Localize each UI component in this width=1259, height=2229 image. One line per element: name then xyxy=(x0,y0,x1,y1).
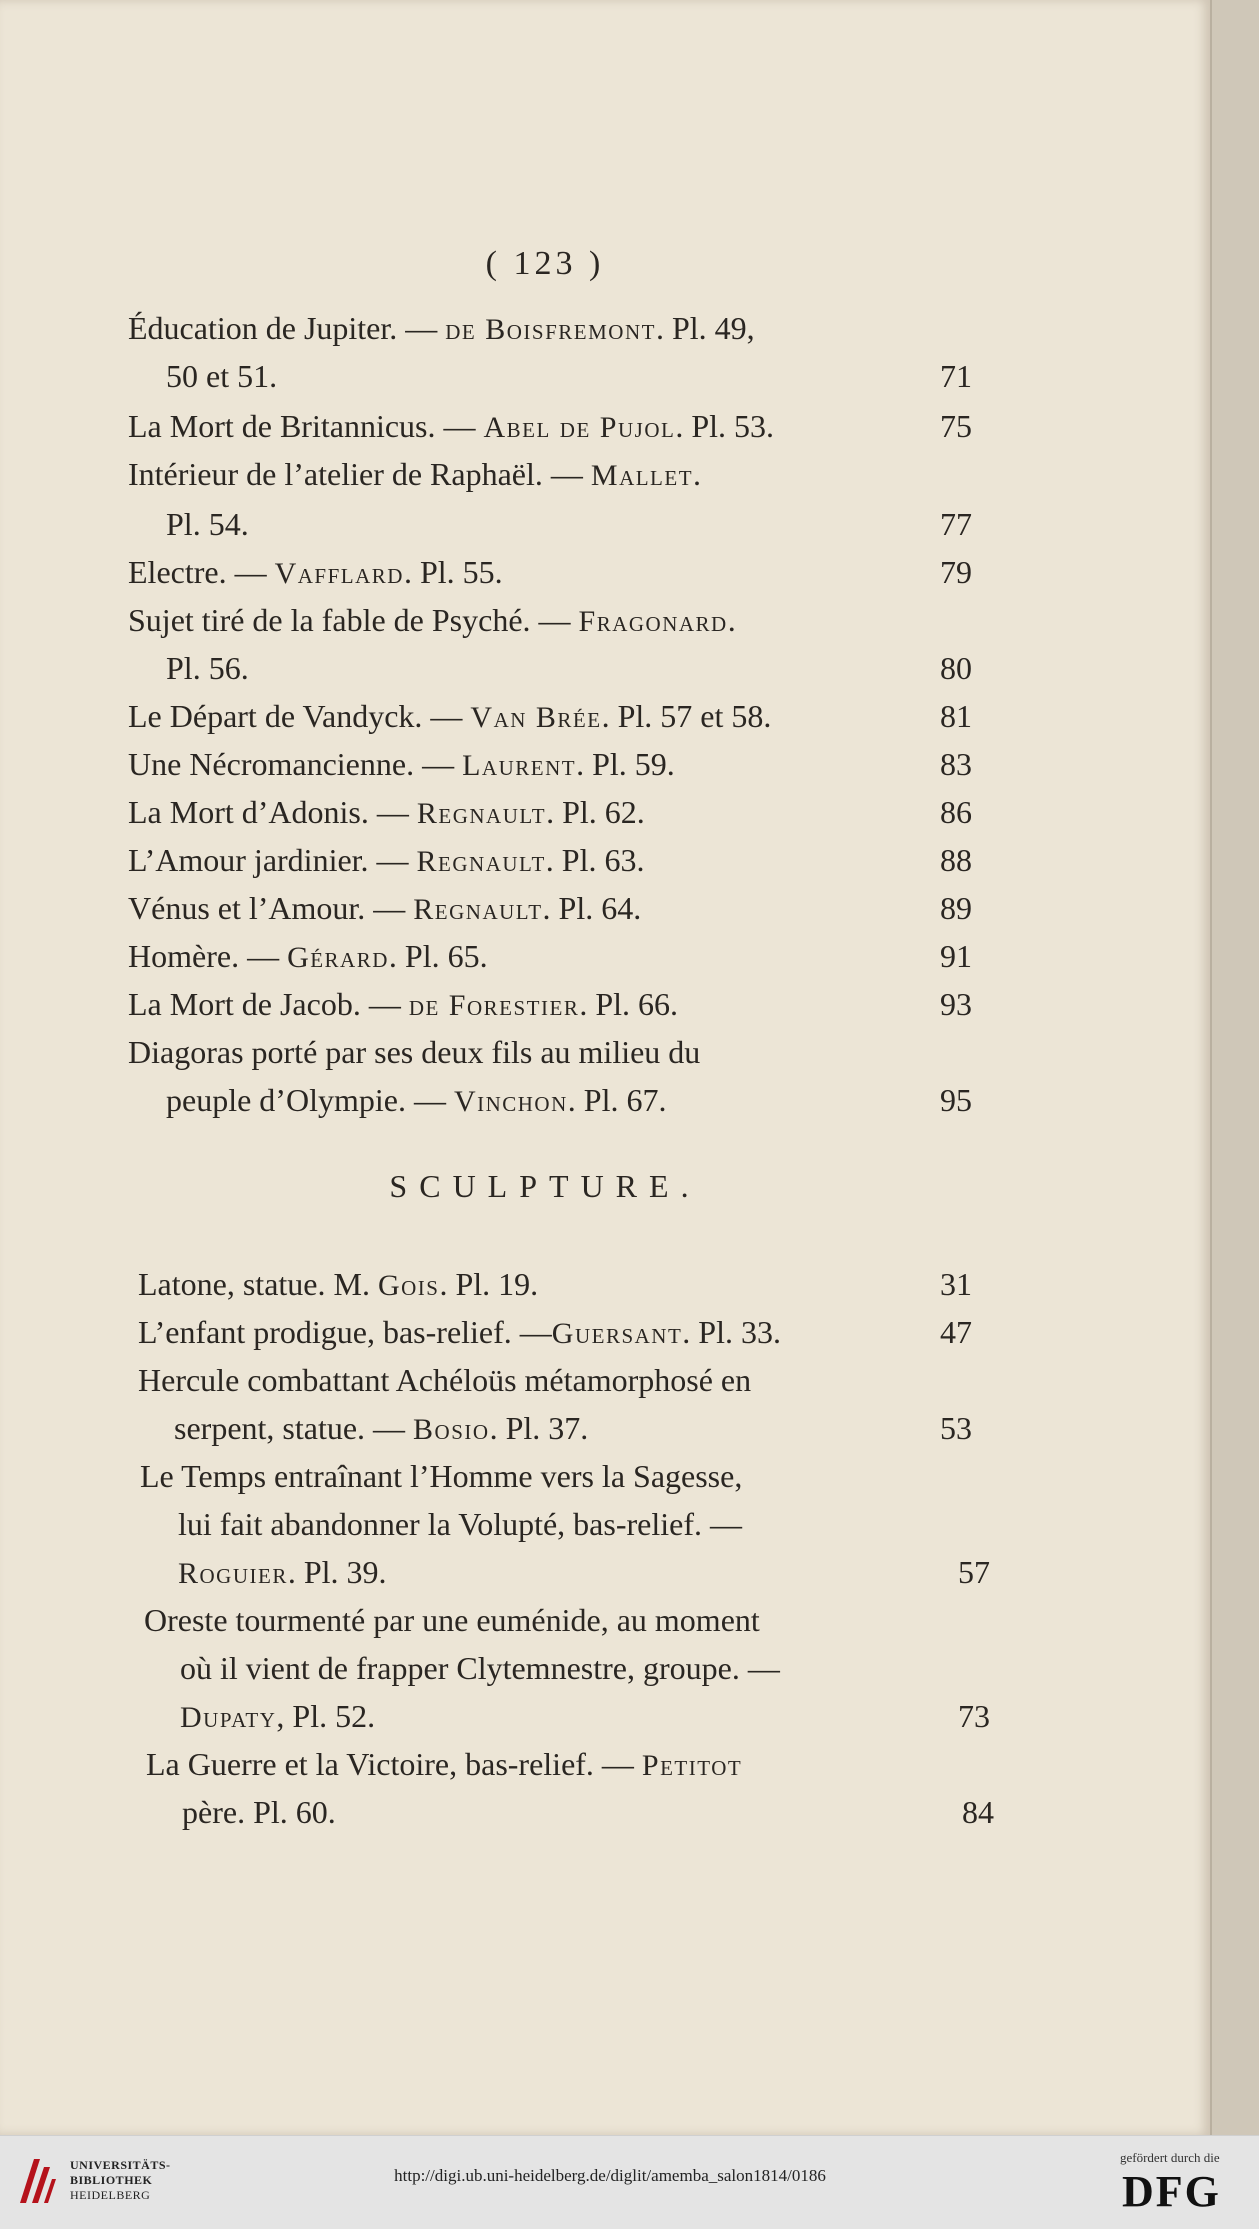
list-item: serpent, statue. — Bosio. Pl. 37. 53 xyxy=(174,1410,972,1446)
list-item: La Mort d’Adonis. — Regnault. Pl. 62. 86 xyxy=(128,794,972,830)
list-item: L’Amour jardinier. — Regnault. Pl. 63. 88 xyxy=(128,842,972,878)
list-item: Sujet tiré de la fable de Psyché. — Fragonard. xyxy=(128,602,736,638)
page-number: ( 123 ) xyxy=(485,245,605,282)
list-item: La Mort de Jacob. — de Forestier. Pl. 66. 93 xyxy=(128,986,972,1022)
list-item: Une Nécromancienne. — Laurent. Pl. 59. 83 xyxy=(128,746,972,782)
list-item: Le Départ de Vandyck. — Van Brée. Pl. 57 et 58. 81 xyxy=(128,698,972,734)
list-item: Le Temps entraînant l’Homme vers la Sagesse, xyxy=(140,1458,743,1494)
funding-note: gefördert durch die xyxy=(1120,2150,1220,2165)
list-item: Intérieur de l’atelier de Raphaël. — Mallet. xyxy=(128,456,702,492)
list-item: La Guerre et la Victoire, bas-relief. — Petitot xyxy=(146,1746,743,1782)
list-item: Pl. 54. 77 xyxy=(166,506,972,542)
list-item: Diagoras porté par ses deux fils au milieu du xyxy=(128,1034,701,1070)
list-item: Éducation de Jupiter. — de Boisfremont. Pl. 49, xyxy=(128,310,755,346)
library-name: UNIVERSITÄTS- BIBLIOTHEK HEIDELBERG xyxy=(70,2158,171,2202)
list-item: Dupaty, Pl. 52. 73 xyxy=(180,1698,990,1734)
list-item: Vénus et l’Amour. — Regnault. Pl. 64. 89 xyxy=(128,890,972,926)
page-edge xyxy=(1210,0,1259,2135)
list-item: où il vient de frapper Clytemnestre, groupe. — xyxy=(180,1650,780,1686)
university-library-logo-icon xyxy=(14,2155,58,2207)
list-item: Pl. 56. 80 xyxy=(166,650,972,686)
list-item: peuple d’Olympie. — Vinchon. Pl. 67. 95 xyxy=(166,1082,972,1118)
list-item: Electre. — Vafflard. Pl. 55. 79 xyxy=(128,554,972,590)
list-item: La Mort de Britannicus. — Abel de Pujol. Pl. 53. 75 xyxy=(128,408,972,444)
list-item: père. Pl. 60. 84 xyxy=(182,1794,994,1830)
section-title: SCULPTURE. xyxy=(389,1168,701,1204)
list-item: lui fait abandonner la Volupté, bas-relief. — xyxy=(178,1506,742,1542)
list-item: Oreste tourmenté par une euménide, au moment xyxy=(144,1602,760,1638)
list-item: L’enfant prodigue, bas-relief. —Guersant. Pl. 33. 47 xyxy=(138,1314,972,1350)
permalink[interactable]: http://digi.ub.uni-heidelberg.de/diglit/amemba_salon1814/0186 xyxy=(394,2166,826,2185)
list-item: Hercule combattant Achéloüs métamorphosé en xyxy=(138,1362,752,1398)
list-item: Latone, statue. M. Gois. Pl. 19. 31 xyxy=(138,1266,972,1302)
list-item: Roguier. Pl. 39. 57 xyxy=(178,1554,990,1590)
list-item: 50 et 51. 71 xyxy=(166,358,972,394)
list-item: Homère. — Gérard. Pl. 65. 91 xyxy=(128,938,972,974)
dfg-logo: DFG xyxy=(1122,2167,1221,2216)
